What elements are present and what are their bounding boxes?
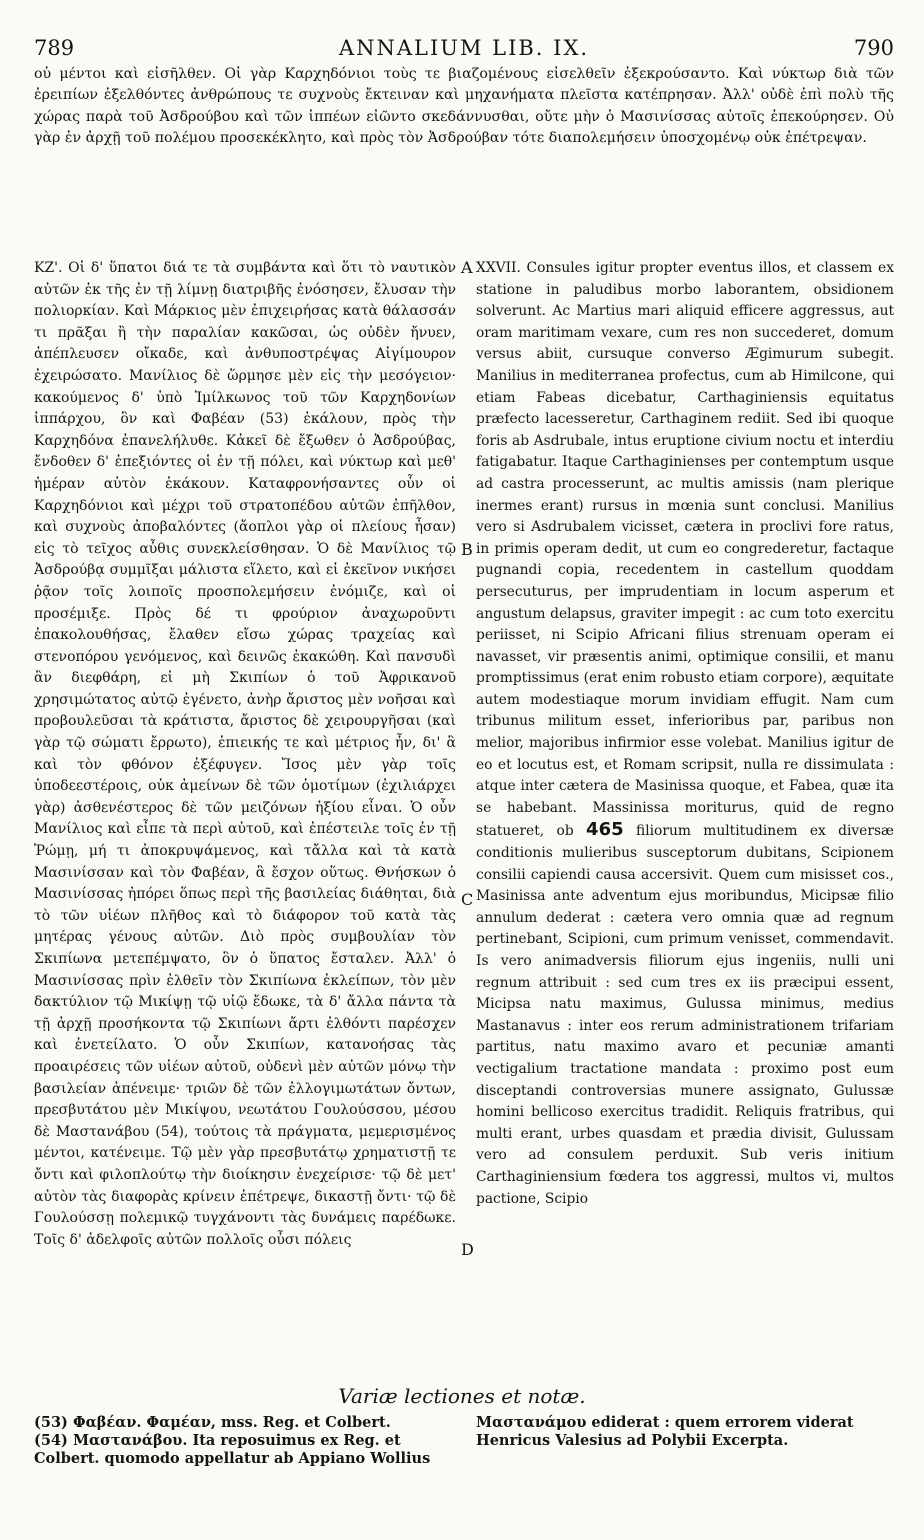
greek-column xyxy=(34,258,456,1364)
margin-marker-a: A xyxy=(461,258,473,277)
greek-paragraph: ΚΖ'. Οἱ δ' ὕπατοι διά τε τὰ συμβάντα καὶ ὅτι τὸ ναυτικὸν αὐτῶν ἐκ τῆς ἐν τῇ λίμνῃ διατριβῆς ἐνόσησεν, ἔλυσαν τὴν πολιορκίαν. Καὶ Μάρκιος μὲν ἐπιχειρήσας κατὰ θάλασσάν τι πρᾶξαι ἢ τὴν παραλίαν κακῶσαι, ὡς οὐδὲν ἤνυεν, ἀπέπλευσεν οἴκαδε, καὶ ἀνθυποστρέψας Αἰγίμουρον ἐχειρώσατο. Μανίλιος δὲ ὥρμησε μὲν εἰς τὴν μεσόγειον· κακούμενος δ' ὑπὸ Ἰμίλκωνος τοῦ τῶν Καρχηδονίων ἱππάρχου, ὃν καὶ Φαβέαν (53) ἐκάλουν, πρὸς τὴν Καρχηδόνα ἐπανελήλυθε. Κἀκεῖ δὲ ἔξωθεν ὁ Ἀσδρούβας, ἔνδοθεν δ' ἐπεξιόντες οἱ ἐν τῇ πόλει, καὶ νύκτωρ καὶ μεθ' ἡμέραν αὐτὸν ἐκάκουν. Καταφρονήσαντες οὖν οἱ Καρχηδόνιοι καὶ μέχρι τοῦ στρατοπέδου αὐτῶν ἐπῆλθον, καὶ συχνοὺς ἀποβαλόντες (ἄοπλοι γὰρ οἱ πλείους ἦσαν) εἰς τὸ τεῖχος αὖθις συνεκλείσθησαν. Ὁ δὲ Μανίλιος τῷ Ἀσδρούβᾳ συμμῖξαι μάλιστα εἵλετο, καὶ εἰ ἐκεῖνον νικήσει ῥᾷον τοῖς λοιποῖς προσπολεμήσειν ἐνόμιζε, καὶ οἱ προσέμιξε. Πρὸς δέ τι φρούριον ἀναχωροῦντι ἐπακολουθήσας, ἔλαθεν εἴσω χώρας τραχείας καὶ στενοπόρου γενόμενος, καὶ δεινῶς ἐκακώθη. Καὶ πανσυδὶ ἂν διεφθάρη, εἰ μὴ Σκιπίων ὁ τοῦ Ἀφρικανοῦ χρησιμώτατος αὐτῷ ἐγένετο, ἀνὴρ ἄριστος μὲν νοῆσαι καὶ προβουλεῦσαι τὰ κράτιστα, ἄριστος δὲ χειρουργῆσαι (καὶ γὰρ τῷ σώματι ἔρρωτο), ἐπιεικής τε καὶ μέτριος ἦν, δι' ἃ καὶ τὸν φθόνον ἐξέφυγεν. Ἴσος μὲν γὰρ τοῖς ὑποδεεστέροις, οὐκ ἀμείνων δὲ τῶν ὁμοτίμων (ἐχιλιάρχει γὰρ) ἀσθενέστερος δὲ τῶν μειζόνων ἠξίου εἶναι. Ὁ οὖν Μανίλιος καὶ εἶπε τὰ περὶ αὐτοῦ, καὶ ἐπέστειλε τοῖς ἐν τῇ Ῥώμῃ, μή τι ἀποκρυψάμενος, καὶ τἄλλα καὶ τὰ κατὰ Μασινίσσαν καὶ τὸν Φαβέαν, ἃ ἔσχον οὕτως. Θνήσκων ὁ Μασινίσσας ἠπόρει ὅπως περὶ τῆς βασιλείας διάθηται, διὰ τὸ τῶν υἱέων πλῆθος καὶ τὸ διάφορον τοῦ κατὰ τὰς μητέρας γένους αὐτῶν. Διὸ πρὸς συμβουλίαν τὸν Σκιπίωνα μετεπέμψατο, ὃν ὁ ὕπατος ἔσταλεν. Ἀλλ' ὁ Μασινίσσας πρὶν ἐλθεῖν τὸν Σκιπίωνα ἐκλείπων, τὸν μὲν δακτύλιον τῷ Μικίψῃ τῷ υἱῷ ἔδωκε, τὰ δ' ἄλλα πάντα τὰ τῇ ἀρχῇ προσήκοντα τῷ Σκιπίωνι ἄρτι ἐλθόντι παρέσχεν καὶ ἐνετείλατο. Ὁ οὖν Σκιπίων, κατανοήσας τὰς προαιρέσεις τῶν υἱέων αὐτοῦ, οὐδενὶ μὲν αὐτῶν μόνῳ τὴν βασιλείαν ἀπένειμε· τριῶν δὲ τῶν ἐλλογιμωτάτων ὄντων, πρεσβυτάτου μὲν Μικίψου, νεωτάτου Γουλούσσου, μέσου δὲ Μαστανάβου (54), τούτοις τὰ πράγματα, μεμερισμένος μέντοι, κατένειμε. Τῷ μὲν γὰρ πρεσβυτάτῳ χρηματιστῇ τε ὄντι καὶ φιλοπλούτῳ τὴν διοίκησιν ἐνεχείρισε· τῷ δὲ μετ' αὐτὸν τὰς διαφορὰς κρίνειν ἐπέτρεψε, δικαστῇ ὄντι· τῷ δὲ Γουλούσσῃ πολεμικῷ τυγχάνοντι τὰς δυνάμεις παρέδωκε. Τοῖς δ' ἀδελφοῖς αὐτῶν πολλοῖς οὖσι πόλεις xyxy=(34,260,456,1248)
page-number-left: 789 xyxy=(34,36,75,60)
margin-marker-b: B xyxy=(461,540,473,559)
latin-column xyxy=(476,258,894,1364)
note-continuation: Μαστανάμου ediderat : quem errorem viderat Henricus Valesius ad Polybii Excerpta. xyxy=(476,1414,854,1449)
page-header xyxy=(34,36,894,66)
intro-greek-text xyxy=(34,64,894,258)
latin-paragraph xyxy=(476,258,894,1210)
latin-text-after: filiorum multitudinem ex diversæ conditionis mulieribus susceptorum dubitans, Scipionem consilii capiendi causa accersivit. Quem cum misisset cos., Masinissa ante adventum ejus moribundus, Micipsæ filio annulum dederat : cætera vero omnia quæ ad regnum pertinebant, Scipioni, cum primum venisset, commendavit. Is vero animadversis filiorum ejus ingeniis, nulli uni regnum attribuit : sed cum tres ex iis præcipui essent, Micipsa natu maximus, Gulussa minimus, medius Mastanavus : inter eos rerum administrationem trifariam partitus, natu maximo avaro et pecuniæ amanti vectigalium tractatione mandata : proximo post eum disceptandi controversias munere assignato, Gulussæ homini bellicoso exercitus tradidit. Reliquis fratribus, qui multi erant, urbes quasdam et prædia divisit, Gulussam vero ad consulem perduxit. Sub veris initium Carthaginiensium fœdera tos aggressi, multos vi, multos pactione, Scipio xyxy=(476,823,894,1207)
intro-greek-paragraph: οὐ μέντοι καὶ εἰσῆλθεν. Οἱ γὰρ Καρχηδόνιοι τοὺς τε βιαζομένους εἰσελθεῖν ἐξεκρούσαντο. Καὶ νύκτωρ διὰ τῶν ἐρειπίων ἐξελθόντες ἀνθρώπους τε συχνοὺς ἔκτειναν καὶ μηχανήματα πλεῖστα κατέπρησαν. Ἀλλ' οὐδὲ ἐπὶ πολὺ τῆς χώρας παρὰ τοῦ Ἀσδρούβου καὶ τῶν ἱππέων εἰῶντο σκεδάννυσθαι, οὔτε μὴν ὁ Μασινίσσας αὐτοῖς ἐπεκούρησεν. Οὐ γὰρ ἐν ἀρχῇ τοῦ πολέμου προσεκέκλητο, καὶ πρὸς τὸν Ἀσδρούβαν τότε διαπολεμήσειν ὑποσχομένῳ οὐκ ἐπέτρεψαν. xyxy=(34,66,894,147)
page-number-right: 790 xyxy=(853,36,894,60)
notes-left xyxy=(34,1414,456,1468)
running-title: ANNALIUM LIB. IX. xyxy=(338,36,590,60)
column-number: 465 xyxy=(586,819,624,841)
margin-marker-d: D xyxy=(461,1240,474,1259)
note-53: (53) Φαβέαν. Φαμέαν, mss. Reg. et Colbert. xyxy=(34,1414,391,1431)
note-54: (54) Μαστανάβου. Ita reposuimus ex Reg. et Colbert. quomodo appellatur ab Appiano Wollius xyxy=(34,1432,431,1467)
notes-title: Variæ lectiones et notæ. xyxy=(338,1384,586,1408)
latin-text-before: XXVII. Consules igitur propter eventus illos, et classem ex statione in paludibus morbo laborantem, obsidionem solverunt. Ac Martius mari aliquid efficere aggressus, aut oram maritimam vexare, cum res non succederet, domum versus abiit, cursuque converso Ægimurum subegit. Manilius in mediterranea profectus, cum ab Himilcone, qui etiam Fabeas dicebatur, Carthaginiensis equitatus præfecto lacesseretur, Carthaginem rediit. Sed ibi quoque foris ab Asdrubale, intus eruptione civium noctu et interdiu fatigabatur. Itaque Carthaginienses per contemptum usque ad castra processerunt, ac multis amissis (nam plerique inermes erant) rursus in mœnia sunt conclusi. Manilius vero si Asdrubalem vicisset, cætera in proclivi fore ratus, in primis operam dedit, ut cum eo congrederetur, factaque pugnandi copia, recedentem in castellum quoddam persecuturus, per imprudentiam in locum asperum et angustum delapsus, graviter impegit : ac cum toto exercitu periisset, ni Scipio Africani filius strenuam operam ei navasset, vir præsentis animi, optimique consilii, et manu promptissimus (erat enim robusto etiam corpore), æquitate autem modestiaque morum invidiam effugit. Nam cum tribunus militum esset, inferioribus par, paribus non melior, majoribus infirmior esse volebat. Manilius igitur de eo et locutus est, et Romam scripsit, nulla re dissimulata : atque inter cætera de Masinissa quoque, et Fabea, quæ ita se habebant. Massinissa moriturus, quid de regno statueret, ob xyxy=(476,260,894,840)
notes-right xyxy=(476,1414,894,1450)
margin-marker-c: C xyxy=(461,890,474,909)
